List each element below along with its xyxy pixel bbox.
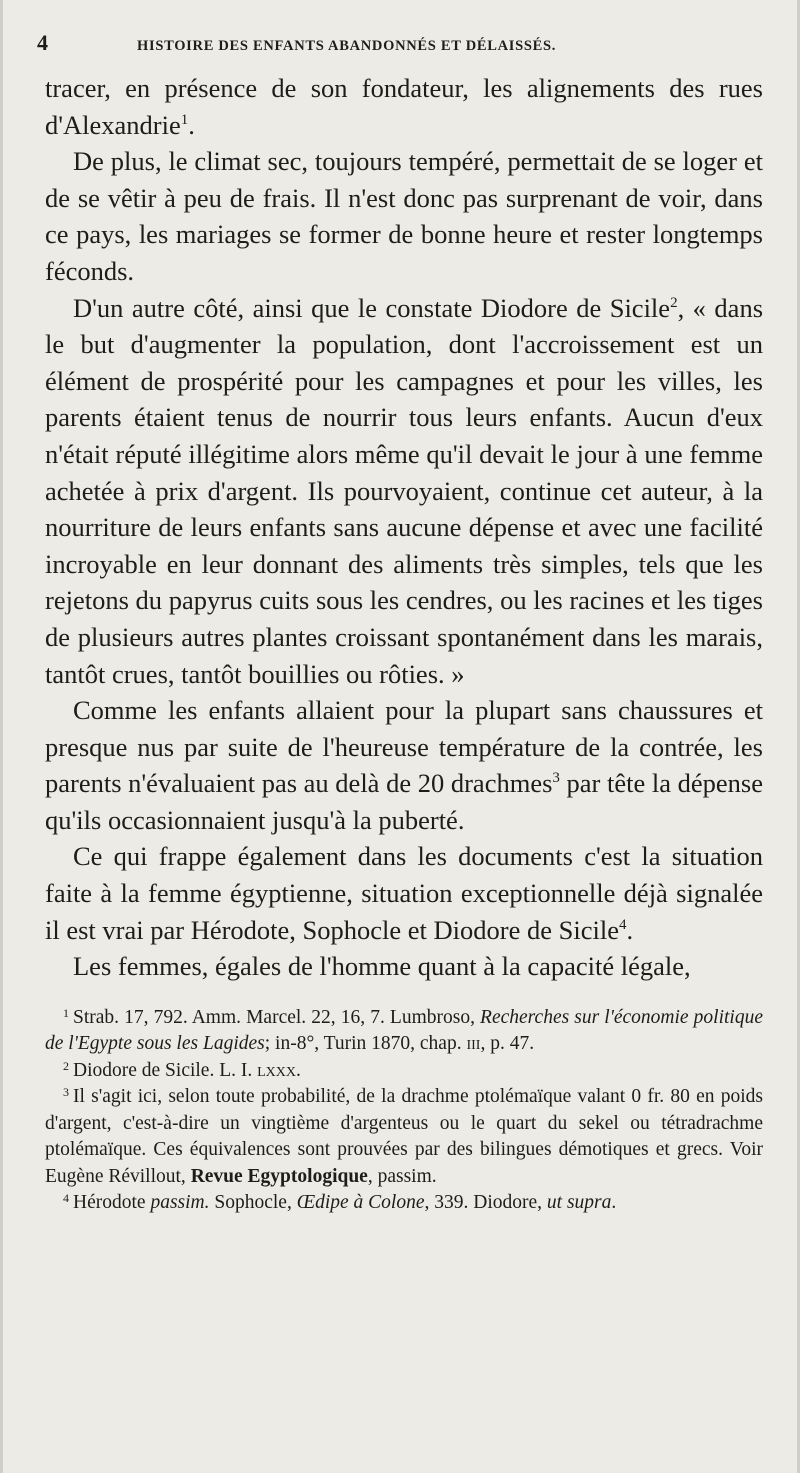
- paragraph-2: De plus, le climat sec, toujours tempéré, permettait de se loger et de se vêtir à peu de frais. Il n'est donc pas surprenant de voir, dans ce pays, les mariages se former de bonne heure et rester longtemps féconds.: [45, 146, 763, 286]
- paragraph-4: Comme les enfants allaient pour la plupart sans chaussures et presque nus par suite de l'heureuse température de la contrée, les parents n'évaluaient pas au delà de 20 drachmes$^3$ par tête la dépense qu'ils occasionnaient jusqu'à la puberté.: [45, 695, 763, 835]
- paragraph-6: Les femmes, égales de l'homme quant à la capacité légale,: [73, 951, 691, 982]
- footnote-1: $^1$ Strab. 17, 792. Amm. Marcel. 22, 16, 7. Lumbroso, Recherches sur l'économie politique de l'Egypte sous les Lagides; in-8°, Turin 1870, chap. iii, p. 47.: [45, 1005, 764, 1055]
- footnotes: [45, 1005, 763, 1217]
- footnote-3: $^3$ Il s'agit ici, selon toute probabilité, de la drachme ptolémaïque valant 0 fr. 80 en poids d'argent, c'est-à-dire un vingtième d'argenteus ou le quart du sekel ou tétradrachme ptolémaïque. Ces équivalences sont prouvées par des bilingues démotiques et grecs. Voir Eugène Révillout, Revue Egyptologique, passim.: [45, 1085, 763, 1187]
- footnote-ref-2: 2: [670, 294, 678, 311]
- running-header: [37, 30, 770, 70]
- running-title: HISTOIRE DES ENFANTS ABANDONNÉS ET DÉLAISSÉS.: [137, 38, 557, 54]
- footnote-2: $^2$ Diodore de Sicile. L. I. lxxx.: [63, 1058, 301, 1081]
- paragraph-3: D'un autre côté, ainsi que le constate Diodore de Sicile$^2$, « dans le but d'augmenter la population, dont l'accroissement est un élément de prospérité pour les campagnes et pour les villes, les parents étaient tenus de nourrir tous leurs enfants. Aucun d'eux n'était réputé illégitime alors même qu'il devait le jour à une femme achetée à prix d'argent. Ils pourvoyaient, continue cet auteur, à la nourriture de leurs enfants sans aucune dépense et avec une facilité incroyable en leur donnant des aliments très simples, tels que les rejetons du papyrus cuits sous les cendres, ou les racines et les tiges de plusieurs autres plantes croissant spontanément dans les marais, tantôt crues, tantôt bouillies ou rôties. »: [45, 292, 764, 689]
- footnote-ref-1: 1: [180, 111, 189, 128]
- main-text: [45, 70, 763, 985]
- page-left-edge: [0, 0, 3, 1473]
- paragraph-5: Ce qui frappe également dans les documents c'est la situation faite à la femme égyptienne, situation exceptionnelle déjà signalée il est vrai par Hérodote, Sophocle et Diodore de Sicile$^4$.: [45, 841, 763, 945]
- footnote-4: $^4$ Hérodote passim. Sophocle, Œdipe à Colone, 339. Diodore, ut supra.: [63, 1191, 617, 1214]
- paragraph-1: tracer, en présence de son fondateur, les alignements des rues d'Alexandrie$^1$.: [45, 73, 763, 140]
- page-number: 4: [37, 30, 48, 55]
- footnote-ref-4: 4: [619, 916, 627, 933]
- footnote-ref-3: 3: [552, 770, 560, 787]
